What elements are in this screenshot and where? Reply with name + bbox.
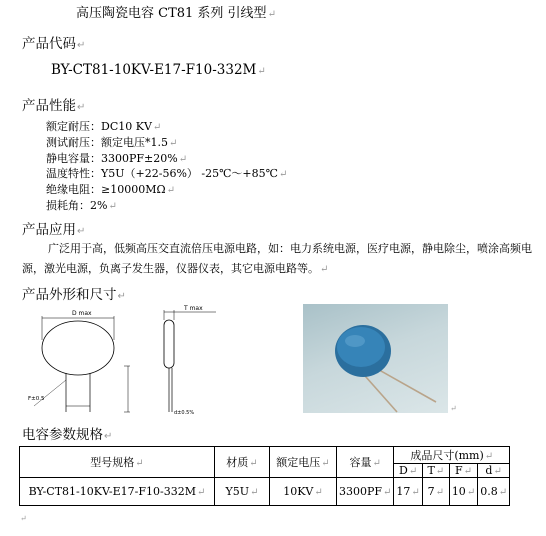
- prop-capacitance: 静电容量：3300PF±20%↵: [46, 152, 188, 165]
- d-tolerance-label: d±0.5%: [174, 410, 195, 416]
- header-material: 材质↵: [215, 447, 270, 478]
- cell-voltage: 10KV↵: [270, 478, 337, 506]
- prop-insulation: 绝缘电阻：≥10000MΩ↵: [46, 183, 175, 196]
- capacitor-dimension-drawing: [26, 300, 232, 418]
- header-size: 成品尺寸(mm)↵: [394, 447, 510, 464]
- performance-heading: 产品性能↵: [22, 98, 86, 114]
- cell-material: Y5U↵: [215, 478, 270, 506]
- shape-size-heading: 产品外形和尺寸↵: [22, 287, 126, 303]
- cell-d-upper: 17↵: [394, 478, 422, 506]
- cell-d-lower: 0.8↵: [478, 478, 510, 506]
- d-max-label: D max: [72, 310, 92, 317]
- spec-heading: 电容参数规格↵: [22, 427, 113, 443]
- application-heading: 产品应用↵: [22, 222, 86, 238]
- capacitor-photo: [303, 304, 448, 413]
- cell-capacity: 3300PF↵: [337, 478, 394, 506]
- spec-table: [19, 446, 510, 506]
- application-text: 广泛用于高，低频高压交直流倍压电源电路，如：电力系统电源，医疗电源，静电除尘，喷涂高频电源，激光电源，负离子发生器，仪器仪表，其它电源电路等。↵: [22, 242, 532, 275]
- document-title: 高压陶瓷电容 CT81 系列 引线型↵: [76, 6, 276, 21]
- header-t: T↵: [422, 464, 449, 478]
- header-f: F↵: [449, 464, 477, 478]
- cell-t: 7↵: [422, 478, 449, 506]
- f-tolerance-label: F±0.5: [28, 396, 45, 402]
- header-capacity: 容量↵: [337, 447, 394, 478]
- table-row: [20, 478, 510, 506]
- prop-loss-angle: 损耗角：2%↵: [46, 199, 117, 212]
- prop-rated-voltage: 额定耐压：DC10 KV↵: [46, 120, 162, 133]
- t-max-label: T max: [184, 305, 203, 312]
- cell-model: BY-CT81-10KV-E17-F10-332M↵: [20, 478, 215, 506]
- photo-paragraph-mark: ↵: [450, 404, 457, 413]
- header-d-upper: D↵: [394, 464, 422, 478]
- end-paragraph-mark: ↵: [20, 514, 27, 523]
- prop-temperature: 温度特性：Y5U（+22-56%） -25℃～+85℃↵: [46, 167, 288, 180]
- header-model: 型号规格↵: [20, 447, 215, 478]
- header-voltage: 额定电压↵: [270, 447, 337, 478]
- prop-test-voltage: 测试耐压：额定电压*1.5↵: [46, 136, 178, 149]
- product-code-heading: 产品代码↵: [22, 36, 86, 52]
- product-code-value: BY-CT81-10KV-E17-F10-332M↵: [51, 62, 266, 78]
- cell-f: 10↵: [449, 478, 477, 506]
- header-d-lower: d↵: [478, 464, 510, 478]
